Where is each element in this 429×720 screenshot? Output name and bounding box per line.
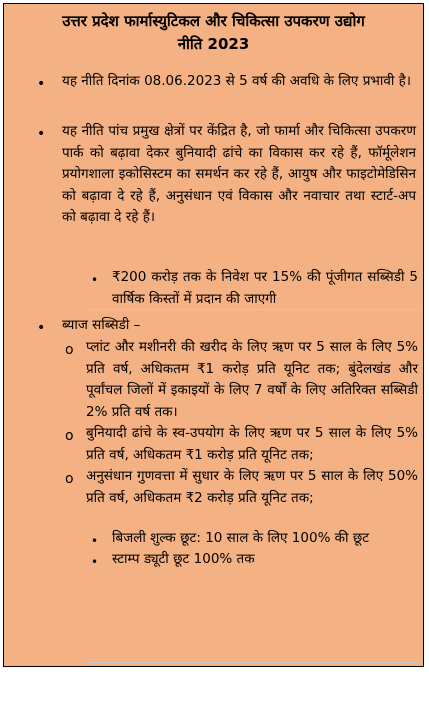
electricity-duty-exemption: बिजली शुल्क छूट: 10 साल के लिए 100% की छूट — [112, 530, 370, 546]
interest-item-infrastructure: बुनियादी ढांचे के स्व-उपयोग के लिए ऋण पर 5 साल के लिए 5% प्रति वर्ष, अधिकतम ₹1 करोड़ प्रति यूनिट तक; — [86, 425, 418, 463]
interest-item-research: अनुसंधान गुणवत्ता में सुधार के लिए ऋण पर 5 साल के लिए 50% प्रति वर्ष, अधिकतम ₹2 करोड़ प्रति यूनिट तक; — [86, 468, 418, 506]
sub-bullet-marker: • — [91, 555, 99, 569]
title-line-1: उत्तर प्रदेश फार्मास्युटिकल और चिकित्सा उपकरण उद्योग — [62, 12, 365, 30]
divider-line — [84, 309, 420, 310]
circle-marker: o — [65, 342, 74, 358]
circle-marker: o — [65, 471, 74, 487]
bullet-interest-subsidy: ब्याज सब्सिडी – — [62, 317, 141, 333]
bullet-effective-period: यह नीति दिनांक 08.06.2023 से 5 वर्ष की अवधि के लिए प्रभावी है। — [62, 73, 411, 89]
interest-item-plant-machinery: प्लांट और मशीनरी की खरीद के लिए ऋण पर 5 साल के लिए 5% प्रति वर्ष, अधिकतम ₹1 करोड़ प्रति यूनिट तक; बुंदेलखंड और पूर्वांचल जिलों में इकाइयों के लिए 7 वर्षों के लिए अतिरिक्त सब्सिडी 2% प्रति वर्ष तक। — [86, 339, 418, 420]
bullet-focus-areas: यह नीति पांच प्रमुख क्षेत्रों पर केंद्रित है, जो फार्मा और चिकित्सा उपकरण पार्क को बढ़ावा देकर बुनियादी ढांचे का विकास कर रहे हैं, फॉर्मूलेशन प्रयोगशाला इकोसिस्टम का समर्थन कर रहे हैं, आयुष और फाइटोमेडिसिन को बढ़ावा दे रहे हैं, अनुसंधान एवं विकास और नवाचार तथा स्टार्ट-अप को बढ़ावा दे रहे हैं। — [62, 123, 416, 225]
sub-bullet-marker: • — [91, 534, 99, 548]
capital-subsidy-item: ₹200 करोड़ तक के निवेश पर 15% की पूंजीगत सब्सिडी 5 वार्षिक किस्तों में प्रदान की जाएगी — [112, 269, 418, 307]
bottom-divider-line — [84, 662, 420, 663]
policy-title — [4, 10, 423, 56]
policy-panel — [3, 3, 424, 667]
bullet-marker: • — [37, 76, 46, 92]
stamp-duty-exemption: स्टाम्प ड्यूटी छूट 100% तक — [112, 551, 255, 567]
circle-marker: o — [65, 428, 74, 444]
sub-bullet-marker: • — [91, 273, 99, 287]
bullet-marker: • — [37, 126, 46, 142]
bullet-marker: • — [37, 320, 46, 336]
title-line-2: नीति 2023 — [177, 35, 250, 53]
